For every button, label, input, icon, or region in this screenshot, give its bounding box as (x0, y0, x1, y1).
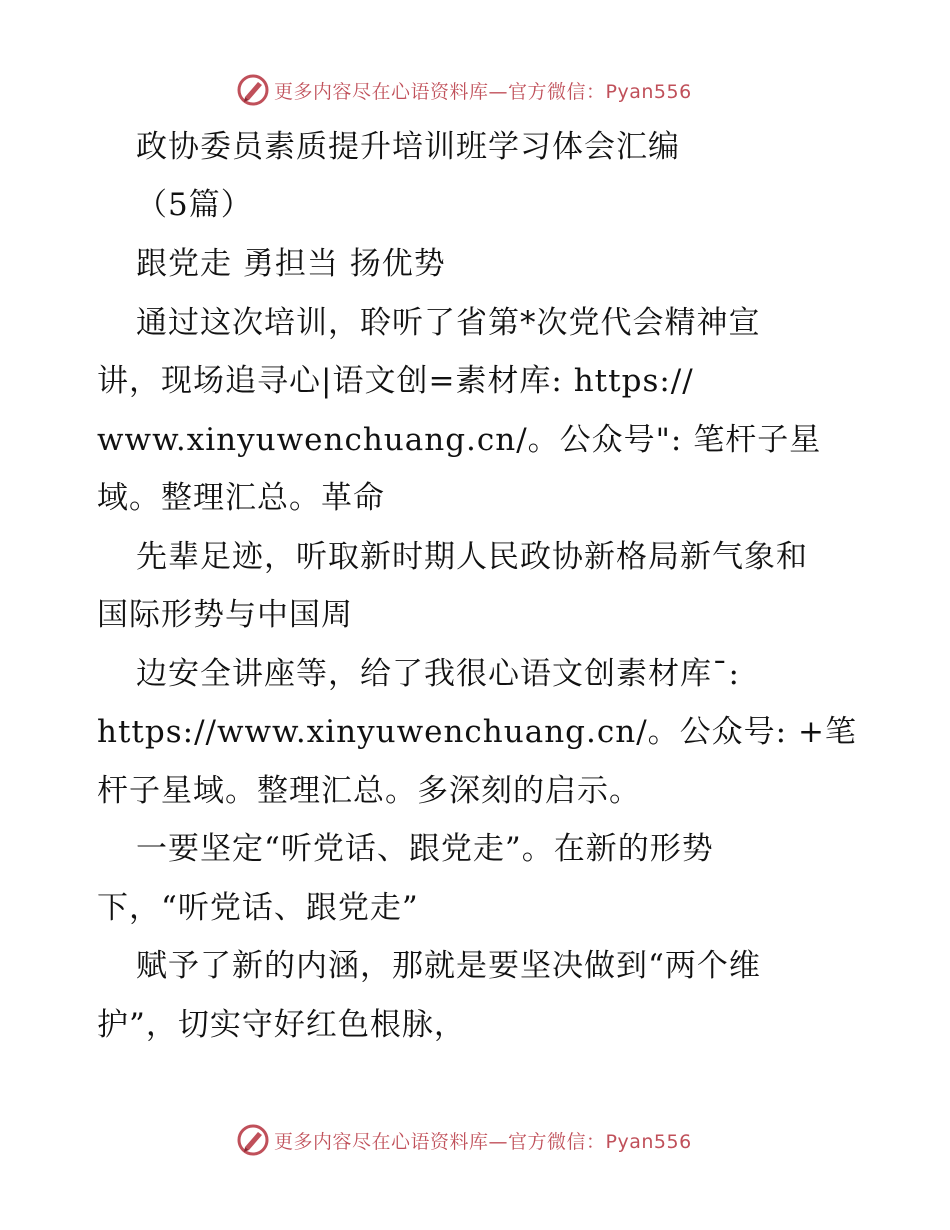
document-title: 政协委员素质提升培训班学习体会汇编 (136, 129, 680, 165)
header-banner-text: 更多内容尽在心语资料库—官方微信：Pyan556 (274, 80, 692, 103)
footer-banner (236, 1120, 692, 1160)
paragraph-line: 讲，现场追寻心|语文创=素材库: https:// (97, 363, 694, 399)
footer-banner-text: 更多内容尽在心语资料库—官方微信：Pyan556 (274, 1130, 692, 1153)
brand-logo-icon (236, 1123, 270, 1157)
paragraph-line: 一要坚定“听党话、跟党走”。在新的形势 (136, 831, 714, 867)
section-heading: 跟党走 勇担当 扬优势 (136, 246, 446, 282)
paragraph-line: 国际形势与中国周 (97, 597, 353, 633)
brand-logo-icon (236, 73, 270, 107)
header-banner (236, 70, 692, 110)
paragraph-line: 域。整理汇总。革命 (97, 480, 385, 516)
paragraph-line: 下，“听党话、跟党走” (97, 890, 419, 926)
paragraph-line: 赋予了新的内涵，那就是要坚决做到“两个维 (136, 948, 761, 984)
document-title-count: （5篇） (136, 187, 253, 223)
paragraph-line: 先辈足迹，听取新时期人民政协新格局新气象和 (136, 539, 808, 575)
paragraph-line: 通过这次培训，聆听了省第*次党代会精神宣 (136, 305, 761, 341)
paragraph-line: 边安全讲座等，给了我很心语文创素材库¯: (136, 656, 740, 692)
paragraph-line: 护”，切实守好红色根脉， (97, 1007, 466, 1043)
paragraph-line: https://www.xinyuwenchuang.cn/。公众号: +笔 (97, 714, 857, 750)
paragraph-line: www.xinyuwenchuang.cn/。公众号": 笔杆子星 (97, 422, 822, 458)
paragraph-line: 杆子星域。整理汇总。多深刻的启示。 (97, 773, 641, 809)
